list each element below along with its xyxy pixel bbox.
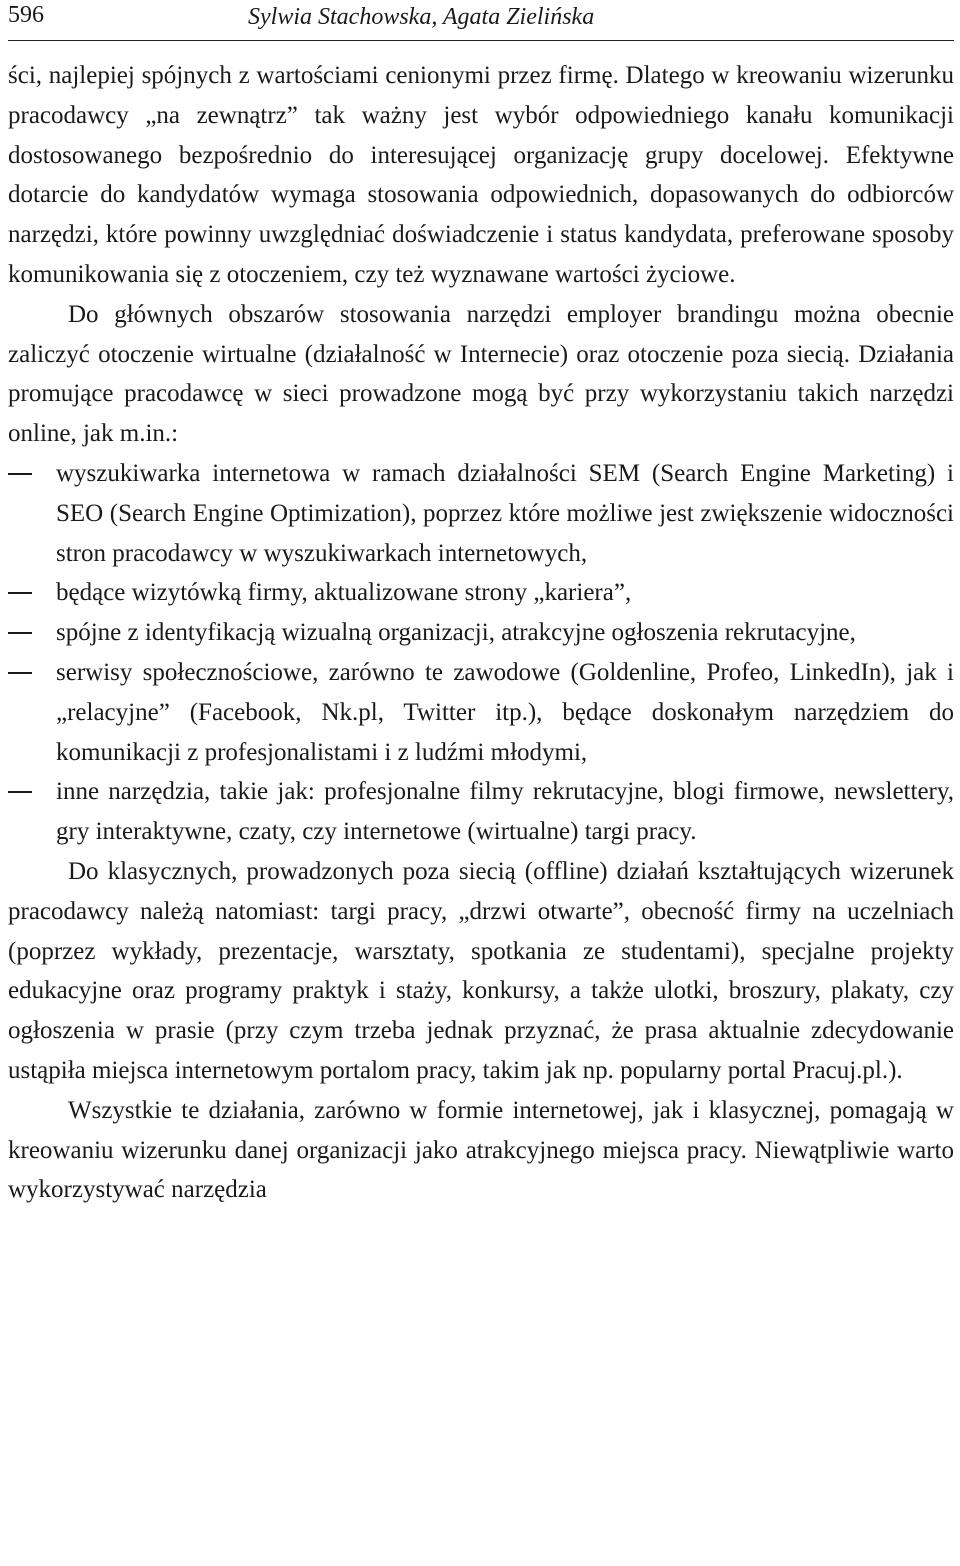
paragraph-offline-tools: Do klasycznych, prowadzonych poza siecią (offline) działań kształtujących wizerunek pracodawcy należą natomiast: targi pracy, „drzwi otwarte”, obecność firmy na uczelniach (poprzez wykłady, prezentacje, warsztaty, spotkania ze studentami), specjalne projekty edukacyjne oraz programy praktyk i staży, konkursy, a także ulotki, broszury, plakaty, czy ogłoszenia w prasie (przy czym trzeba jednak przyznać, że prasa aktualnie zdecydowanie ustąpiła miejsca internetowym portalom pracy, takim jak np. popularny portal Pracuj.pl.).: [8, 857, 954, 1084]
list-item-text: wyszukiwarka internetowa w ramach działalności SEM (Search Engine Marketing) i SEO (Search Engine Optimization), poprzez które możliwe jest zwiększenie widoczności stron pracodawcy w wyszukiwarkach internetowych,: [56, 459, 954, 567]
list-item: [8, 613, 954, 653]
paragraph-conclusion: Wszystkie te działania, zarówno w formie internetowej, jak i klasycznej, pomagają w kreowaniu wizerunku danej organizacji jako atrakcyjnego miejsca pracy. Niewątpliwie warto wykorzystywać narzędzia: [8, 1096, 954, 1204]
running-head-authors: Sylwia Stachowska, Agata Zielińska: [248, 4, 595, 30]
paragraph-continued: ści, najlepiej spójnych z wartościami cenionymi przez firmę. Dlatego w kreowaniu wizerunku pracodawcy „na zewnątrz” tak ważny jest wybór odpowiedniego kanału komunikacji dostosowanego bezpośrednio do interesującej organizację grupy docelowej. Efektywne dotarcie do kandydatów wymaga stosowania odpowiednich, dopasowanych do odbiorców narzędzi, które powinny uwzględniać doświadczenie i status kandydata, preferowane sposoby komunikowania się z otoczeniem, czy też wyznawane wartości życiowe.: [8, 62, 954, 288]
list-item-text: inne narzędzia, takie jak: profesjonalne filmy rekrutacyjne, blogi firmowe, newslettery, gry interaktywne, czaty, czy internetowe (wirtualne) targi pracy.: [56, 778, 954, 846]
page-number: 596: [8, 2, 44, 28]
dash-bullet-icon: [8, 672, 32, 674]
dash-bullet-icon: [8, 473, 32, 475]
page-header: [8, 0, 954, 41]
list-item: [8, 454, 954, 573]
document-page: [8, 0, 954, 1210]
list-item: [8, 653, 954, 772]
dash-bullet-icon: [8, 592, 32, 594]
online-tools-list: [8, 454, 954, 852]
list-item-text: spójne z identyfikacją wizualną organizacji, atrakcyjne ogłoszenia rekrutacyjne,: [56, 619, 856, 647]
list-item: [8, 772, 954, 852]
list-item-text: serwisy społecznościowe, zarówno te zawodowe (Goldenline, Profeo, LinkedIn), jak i „relacyjne” (Facebook, Nk.pl, Twitter itp.), będące doskonałym narzędziem do komunikacji z profesjonalistami i z ludźmi młodymi,: [56, 658, 954, 766]
dash-bullet-icon: [8, 632, 32, 634]
body-text: [8, 56, 954, 1210]
list-item: [8, 573, 954, 613]
list-item-text: będące wizytówką firmy, aktualizowane strony „kariera”,: [56, 579, 632, 607]
paragraph-online-tools-intro: Do głównych obszarów stosowania narzędzi employer brandingu można obecnie zaliczyć otoczenie wirtualne (działalność w Internecie) oraz otoczenie poza siecią. Działania promujące pracodawcę w sieci prowadzone mogą być przy wykorzystaniu takich narzędzi online, jak m.in.:: [8, 300, 954, 448]
dash-bullet-icon: [8, 791, 32, 793]
